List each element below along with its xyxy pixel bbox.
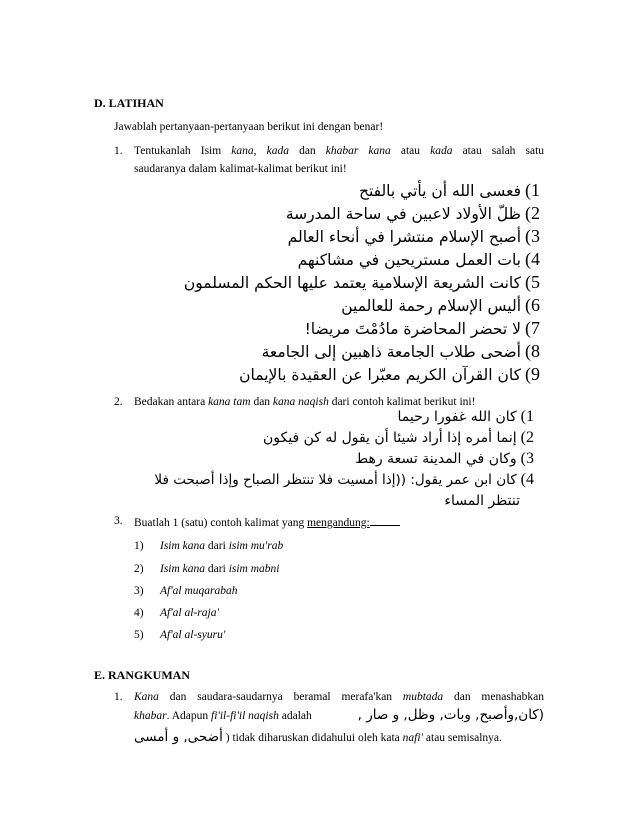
section-d-intro: Jawablah pertanyaan-pertanyaan berikut ini dengan benar! (114, 121, 384, 133)
q2-instruction: Bedakan antara kana tam dan kana naqish dari contoh kalimat berikut ini! (134, 396, 476, 408)
q3-sub-item: 4) Af'al al-raja' (134, 607, 219, 619)
e-p1-line3: أضحى, و أمسى ) tidak diharuskan didahului oleh kata nafi' atau semisalnya. (134, 729, 502, 745)
q2-number: 2. (114, 396, 123, 408)
q1-arabic-item: 4)بات العمل مستريحين في مشاكنهم (297, 249, 540, 269)
q3-sub-item: 1) Isim kana dari isim mu'rab (134, 540, 284, 552)
q1-instruction-line1: Tentukanlah Isim kana, kada dan khabar kana atau kada atau salah satu (134, 145, 545, 157)
q2-arabic-item: 1)كان الله غفورا رحيما (397, 408, 534, 425)
q1-arabic-item: 7)لا تحضر المحاضرة مادُمْتَ مريضا! (304, 318, 540, 338)
q3-sub-item: 2) Isim kana dari isim mabni (134, 563, 280, 575)
q3-number: 3. (114, 515, 123, 527)
q3-instruction: Buatlah 1 (satu) contoh kalimat yang mengandung: (134, 516, 400, 530)
e-p1-number: 1. (114, 691, 123, 703)
q2-arabic-item-continuation: تنتظر المساء (444, 493, 520, 509)
e-p1-line1: Kana dan saudara-saudarnya beramal merafa'kan mubtada dan menashabkan (134, 691, 544, 703)
q1-arabic-item: 9)كان القرآن الكريم معبّرا عن العقيدة بالإيمان (239, 364, 540, 384)
q1-arabic-item: 3)أصبح الإسلام منتشرا في أنحاء العالم (287, 226, 540, 246)
q1-arabic-item: 8)أضحى طلاب الجامعة ذاهبين إلى الجامعة (261, 341, 540, 361)
q3-sub-item: 5) Af'al al-syuru' (134, 629, 226, 641)
section-d-heading: D. LATIHAN (94, 96, 164, 110)
q1-arabic-item: 6)أليس الإسلام رحمة للعالمين (341, 295, 540, 315)
q1-instruction-line2: saudaranya dalam kalimat-kalimat berikut ini! (134, 163, 347, 175)
q2-arabic-item: 4)كان ابن عمر يقول: ((إذا أمسيت فلا تنتظر الصباح وإذا أصبحت فلا (154, 471, 534, 488)
section-e-heading: E. RANGKUMAN (94, 668, 190, 682)
q1-arabic-item: 2)ظلّ الأولاد لاعبين في ساحة المدرسة (285, 203, 540, 223)
q2-arabic-item: 2)إنما أمره إذا أراد شيئا أن يقول له كن فيكون (262, 429, 534, 446)
q2-arabic-item: 3)وكان في المدينة تسعة رهط (355, 450, 534, 467)
q1-arabic-item: 1)فعسى الله أن يأتي بالفتح (358, 180, 540, 200)
q1-number: 1. (114, 145, 123, 157)
e-p1-line2-latin: khabar. Adapun fi'il-fi'il naqish adalah (134, 710, 312, 722)
q3-sub-item: 3) Af'al muqarabah (134, 585, 238, 597)
e-p1-line2-arabic: (كان,وأصبح, وبات, وظل, و صار , (357, 707, 544, 723)
q1-arabic-item: 5)كانت الشريعة الإسلامية يعتمد عليها الحكم المسلمون (183, 272, 540, 292)
